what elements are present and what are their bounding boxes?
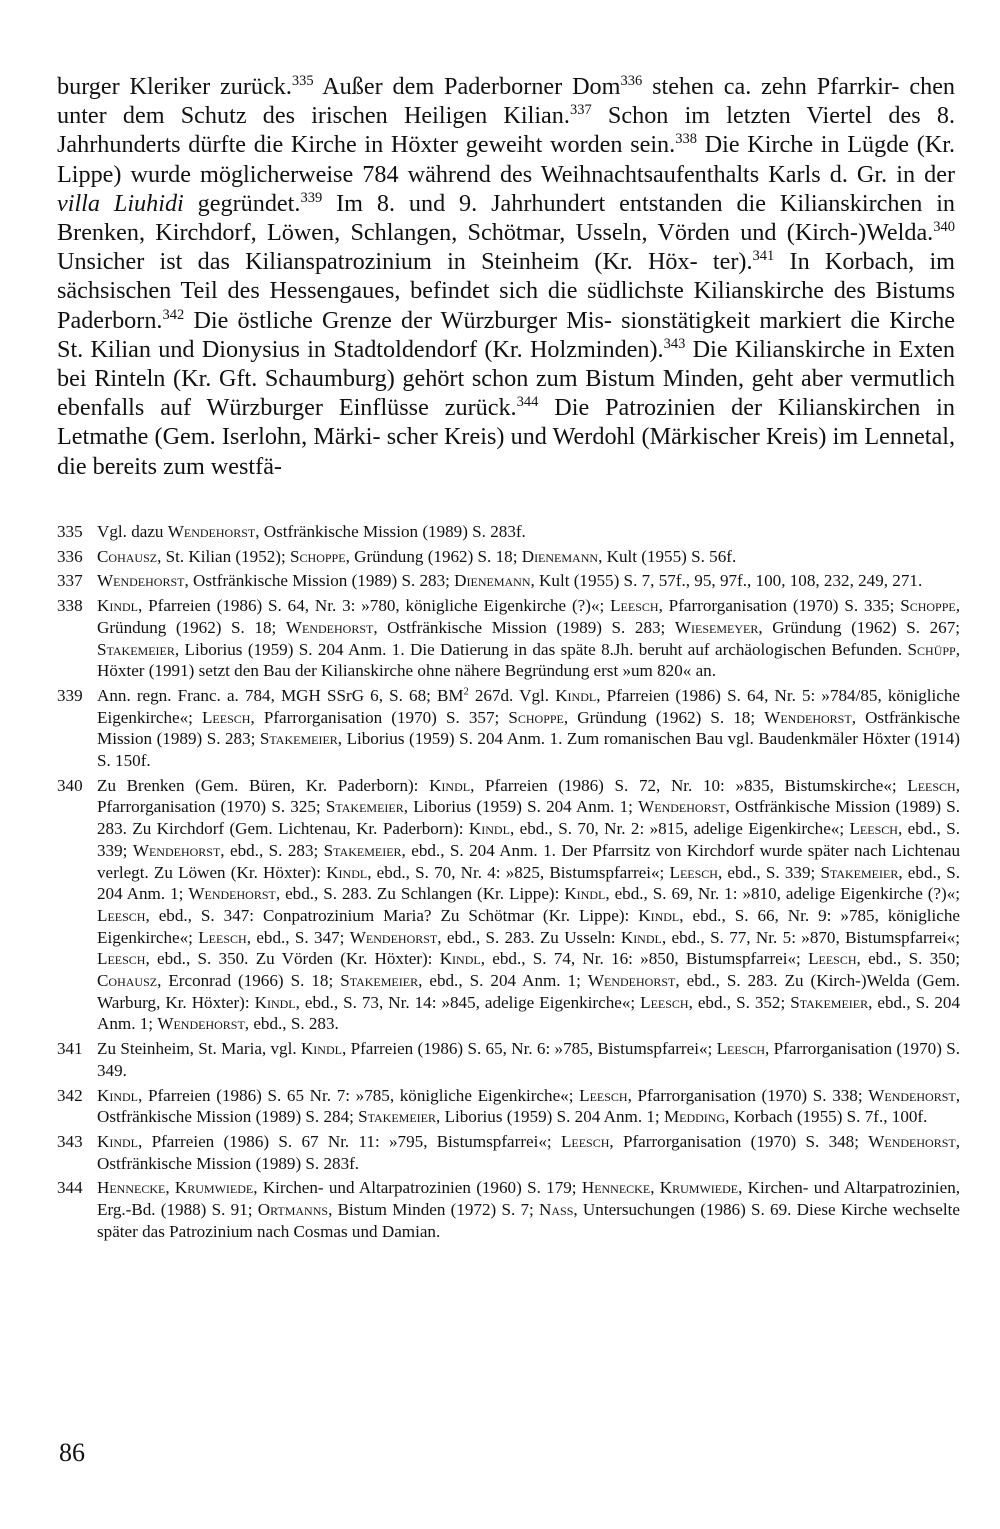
footnote-text	[97, 1038, 960, 1081]
footnote-text	[97, 1085, 960, 1128]
text-segment: , ebd., S. 283;	[220, 840, 324, 860]
text-segment: Zu Steinheim, St. Maria, vgl.	[97, 1039, 301, 1059]
footnote-number: 339	[57, 685, 83, 705]
text-segment: , ebd., S. 74, Nr. 16: »850, Bistumspfarrei«;	[480, 949, 809, 969]
text-segment: , Ostfränkische Mission (1989) S. 283;	[97, 707, 961, 749]
text-segment: , Gründung (1962) S. 18;	[97, 596, 960, 637]
footnote-text	[97, 775, 960, 1035]
author-name: Stakemeier	[325, 797, 404, 817]
footnote-ref: 336	[620, 72, 643, 89]
text-segment: stehen ca. zehn Pfarrkir-	[642, 73, 900, 100]
text-segment: , Pfarreien (1986) S. 64, Nr. 5: »784/85, königliche Eigenkirche«;	[97, 685, 961, 727]
author-name: Kindl	[97, 596, 139, 616]
footnote	[57, 1085, 960, 1128]
text-segment: , Korbach (1955) S. 7f., 100f.	[725, 1107, 928, 1127]
author-name: Kindl	[254, 992, 296, 1012]
footnote-number: 336	[57, 546, 83, 566]
footnote-number: 335	[57, 522, 83, 541]
author-name: Kindl	[555, 685, 597, 705]
author-name: Stakemeier	[790, 992, 869, 1012]
author-name: Kindl	[97, 1085, 139, 1105]
author-name: Schoppe	[508, 707, 564, 727]
footnote-number: 343	[57, 1131, 83, 1151]
text-segment: Die Kilianskirche in Exten bei Rinteln (Kr. Gft. Schaumburg) gehört	[57, 335, 955, 393]
author-name: Kindl	[326, 862, 368, 882]
author-name: Leesch	[97, 949, 146, 969]
author-name: Kindl	[97, 1131, 139, 1151]
footnotes	[57, 521, 960, 1246]
text-segment: chen unter dem Schutz des irischen Heiligen Kilian.	[57, 73, 956, 130]
text-segment: Kilianskirchen in Brenken, Kirchdorf, Löwen, Schlangen, Schötmar, Usseln, Vörden	[57, 189, 956, 247]
author-name: Schoppe	[290, 546, 346, 566]
footnote-ref: 344	[516, 394, 539, 411]
text-segment: scher Kreis) und Werdohl (Märkischer Kreis) im Lennetal, die bereits zum westfä-	[57, 423, 955, 480]
author-name: Leesch	[640, 992, 689, 1012]
footnote-number: 337	[57, 571, 83, 591]
footnote-ref: 338	[675, 131, 697, 148]
text-segment: , ebd., S. 77, Nr. 5: »870, Bistumspfarrei«;	[661, 927, 961, 947]
footnote	[57, 570, 960, 592]
page-number: 86	[59, 1438, 85, 1467]
text-segment: , Erconrad (1966) S. 18;	[157, 971, 341, 991]
footnote-ref: 2	[463, 686, 469, 698]
author-name: Stakemeier	[340, 971, 419, 991]
footnote	[57, 775, 960, 1035]
author-name: Wendehorst	[638, 797, 726, 817]
text-segment: , St. Kilian (1952);	[157, 546, 291, 566]
text-segment: Außer dem Paderborner Dom	[313, 73, 621, 100]
text-segment: , Ostfränkische Mission (1989) S. 283f.	[97, 1131, 961, 1173]
footnote	[57, 1038, 960, 1081]
text-segment: , ebd., S. 73, Nr. 14: »845, adelige Eigenkirche«;	[295, 992, 641, 1012]
author-name: Kindl	[300, 1039, 342, 1059]
text-segment: , Pfarreien (1986) S. 65 Nr. 7: »785, königliche Eigenkirche«;	[138, 1085, 580, 1105]
author-name: Nass	[539, 1200, 574, 1220]
author-name: Wendehorst	[157, 1014, 245, 1034]
text-segment: Die Kirche in	[696, 131, 840, 159]
text-segment: , Pfarrorganisation (1970) S. 335;	[658, 596, 901, 616]
text-segment: Im 8. und 9. Jahrhundert entstanden die	[322, 189, 767, 217]
author-name: Leesch	[610, 596, 659, 616]
author-name: Krumwiede	[174, 1178, 254, 1198]
text-segment: ter).	[712, 248, 753, 276]
footnote-text	[97, 570, 960, 592]
text-segment: , Liborius (1959) S. 204 Anm. 1. Zum romanischen Bau vgl. Baudenkmäler Höxter (1914) S. 150f.	[97, 729, 960, 771]
text-segment: schon zum Bistum Minden, geht aber vermutlich ebenfalls auf Würzburger Einflüsse	[57, 365, 955, 422]
author-name: Wendehorst	[97, 571, 185, 591]
text-segment: , ebd., S. 347: Conpatrozinium Maria? Zu Schötmar (Kr. Lippe):	[145, 905, 639, 925]
text-segment: , Ostfränkische Mission (1989) S. 283;	[184, 571, 455, 591]
author-name: Hennecke	[581, 1178, 651, 1198]
text-segment: , Liborius (1959) S. 204 Anm. 1. Die Datierung in das späte 8.Jh. beruht auf archäologischen Befunden.	[174, 639, 908, 659]
text-segment: Die Patrozinien der Kilianskirchen in Letmathe (Gem. Iserlohn, Märki-	[57, 394, 955, 451]
text-segment: Kilianskirche des Bistums Paderborn.	[57, 277, 955, 334]
footnote	[57, 521, 960, 543]
text-segment: , Pfarreien (1986) S. 72, Nr. 10: »835, Bistumskirche«;	[470, 775, 908, 795]
author-name: Wendehorst	[587, 971, 676, 991]
footnote-ref: 339	[300, 189, 323, 206]
text-segment: , Gründung (1962) S. 18;	[563, 707, 765, 727]
author-name: Wiesemeyer	[674, 617, 759, 637]
author-name: Kindl	[439, 949, 481, 969]
author-name: Leesch	[201, 707, 251, 727]
footnote-ref: 337	[569, 102, 592, 119]
text-segment: sionstätigkeit markiert die Kirche St. Kilian und Dionysius in Stadtoldendorf (Kr.	[57, 306, 955, 363]
footnote	[57, 1177, 960, 1242]
text-segment: , ebd., S. 352;	[688, 992, 791, 1012]
text-segment: Vgl. dazu	[97, 522, 168, 541]
text-segment: , ebd., S. 350;	[856, 949, 961, 969]
text-segment: Die östliche Grenze der Würzburger Mis-	[184, 306, 612, 334]
author-name: Stakemeier	[97, 639, 175, 659]
author-name: Kindl	[468, 819, 510, 839]
text-segment: Holzminden).	[529, 335, 664, 363]
text-segment: , Gründung (1962) S. 18;	[345, 546, 522, 566]
footnote-ref: 335	[291, 72, 314, 89]
footnote-ref: 342	[162, 306, 185, 323]
author-name: Wendehorst	[167, 522, 256, 541]
text-segment: burger Kleriker zurück.	[57, 73, 292, 100]
text-segment: Lügde (Kr. Lippe) wurde möglicherweise 784 während des Weihnachtsaufenthalts	[57, 131, 956, 188]
author-name: Leesch	[579, 1085, 628, 1105]
text-segment: , ebd., S. 350. Zu Vörden (Kr. Höxter):	[145, 949, 440, 969]
text-segment: , Gründung (1962) S. 267;	[758, 617, 961, 637]
author-name: Ortmanns	[257, 1200, 329, 1220]
author-name: Wendehorst	[764, 707, 852, 727]
text-segment: , Pfarrorganisation (1970) S. 349.	[97, 1039, 961, 1080]
author-name: Leesch	[198, 927, 247, 947]
text-segment: , ebd., S. 204 Anm. 1;	[418, 971, 588, 991]
text-segment: , Ostfränkische Mission (1989) S. 284;	[97, 1085, 960, 1127]
footnote-number: 341	[57, 1039, 83, 1059]
text-segment: , Pfarrorganisation (1970) S. 325;	[97, 775, 960, 817]
text-segment: Schon im letzten Viertel des	[591, 102, 921, 130]
text-segment: , ebd., S. 339;	[97, 819, 961, 860]
author-name: Leesch	[669, 862, 718, 882]
footnote-text	[97, 685, 960, 772]
text-segment: , Pfarrorganisation (1970) S. 357;	[250, 707, 509, 727]
footnote-number: 344	[57, 1178, 83, 1198]
footnote-ref: 340	[933, 218, 956, 235]
footnote	[57, 595, 960, 682]
author-name: Dienemann	[521, 546, 599, 566]
text-segment: , Ostfränkische Mission (1989) S. 283;	[373, 617, 675, 637]
text-segment: , ebd., S. 339;	[717, 862, 821, 882]
text-segment: , Kirchen- und Altarpatrozinien (1960) S. 179;	[253, 1178, 582, 1198]
text-segment: , Liborius (1959) S. 204 Anm. 1;	[403, 797, 639, 817]
text-segment: , ebd., S. 69, Nr. 1: »810, adelige Eigenkirche (?)«;	[605, 884, 961, 904]
text-segment: , Kirchen- und Altarpatrozinien, Erg.-Bd. (1988) S. 91;	[97, 1178, 961, 1220]
footnote-ref: 341	[752, 248, 775, 265]
text-segment: , Ostfränkische Mission (1989) S. 283f.	[255, 522, 526, 541]
italic-text: villa Liuhidi	[57, 189, 184, 217]
author-name: Cohausz	[97, 971, 158, 991]
author-name: Wendehorst	[868, 1131, 956, 1151]
footnote-text	[97, 1177, 960, 1242]
text-segment: , ebd., S. 66, Nr. 9: »785, königliche Eigenkirche«;	[97, 905, 960, 947]
author-name: Cohausz	[97, 546, 158, 566]
text-segment: , ebd., S. 204 Anm. 1;	[97, 992, 961, 1034]
text-segment: 8. Jahrhunderts dürfte die Kirche in Höxter geweiht worden sein.	[57, 102, 956, 159]
footnote	[57, 1131, 960, 1174]
text-segment: Ann. regn. Franc. a. 784, MGH SSrG 6, S. 68; BM	[97, 685, 464, 705]
text-segment: , Pfarrorganisation (1970) S. 348;	[609, 1131, 869, 1151]
footnote-ref: 343	[663, 335, 686, 352]
text-segment: , ebd., S. 70, Nr. 2: »815, adelige Eigenkirche«;	[509, 819, 850, 839]
author-name: Leesch	[560, 1131, 610, 1151]
text-segment: In Korbach, im sächsischen Teil des Hessengaues, befindet sich die südlichste	[57, 248, 955, 305]
footnote-text	[97, 521, 960, 543]
text-segment: Unsicher ist das Kilianspatrozinium in Steinheim (Kr. Höx-	[57, 248, 698, 276]
author-name: Krumwiede	[659, 1178, 739, 1198]
author-name: Leesch	[716, 1039, 766, 1059]
text-segment: , Kult (1955) S. 56f.	[598, 546, 737, 566]
text-segment: , ebd., S. 70, Nr. 4: »825, Bistumspfarrei«;	[367, 862, 670, 882]
text-segment: , Pfarrorganisation (1970) S. 338;	[627, 1085, 869, 1105]
author-name: Wendehorst	[188, 884, 276, 904]
text-segment: gegründet.	[183, 189, 301, 217]
footnote-text	[97, 1131, 960, 1174]
main-text	[57, 72, 955, 481]
author-name: Dienemann	[454, 571, 531, 591]
text-segment: Karls d. Gr. in der	[768, 160, 956, 188]
footnote-text	[97, 546, 960, 568]
text-segment: 267d. Vgl.	[468, 685, 556, 705]
author-name: Schoppe	[900, 596, 956, 616]
author-name: Stakemeier	[820, 862, 899, 882]
text-segment: , ebd., S. 283. Zu Usseln:	[437, 927, 621, 947]
footnote	[57, 546, 960, 568]
text-segment: , ebd., S. 204 Anm. 1. Der Pfarrsitz von Kirchdorf wurde später nach Lichtenau verlegt. Zu Löwen (Kr. Höxter):	[97, 840, 961, 882]
text-segment: ,	[165, 1178, 175, 1198]
author-name: Leesch	[808, 949, 857, 969]
author-name: Schüpp	[907, 639, 956, 659]
text-segment: , Pfarreien (1986) S. 65, Nr. 6: »785, Bistumspfarrei«;	[341, 1039, 717, 1059]
text-segment: , Untersuchungen (1986) S. 69. Diese Kirche wechselte später das Patrozinium nach Cosmas und Damian.	[97, 1200, 960, 1241]
footnote-number: 342	[57, 1085, 83, 1105]
footnote-number: 340	[57, 775, 83, 795]
author-name: Leesch	[849, 819, 898, 839]
author-name: Leesch	[907, 775, 956, 795]
footnote	[57, 685, 960, 772]
footnote-text	[97, 595, 960, 682]
text-segment: , Ostfränkische Mission (1989) S. 283. Zu Kirchdorf (Gem. Lichtenau, Kr. Paderborn):	[97, 797, 961, 839]
author-name: Kindl	[429, 775, 471, 795]
text-segment: , Kult (1955) S. 7, 57f., 95, 97f., 100, 108, 232, 249, 271.	[530, 571, 923, 591]
text-segment: , ebd., S. 283. Zu (Kirch-)Welda (Gem. Warburg, Kr. Höxter):	[97, 971, 960, 1012]
footnote-number: 338	[57, 596, 83, 616]
body-paragraph	[57, 72, 955, 481]
author-name: Stakemeier	[358, 1107, 437, 1127]
author-name: Kindl	[620, 927, 662, 947]
text-segment: zurück.	[444, 394, 517, 422]
author-name: Kindl	[638, 905, 680, 925]
text-segment: , Pfarreien (1986) S. 67 Nr. 11: »795, Bistumspfarrei«;	[138, 1131, 561, 1151]
text-segment: , ebd., S. 347;	[246, 927, 350, 947]
author-name: Hennecke	[97, 1178, 166, 1198]
text-segment: , ebd., S. 283. Zu Schlangen (Kr. Lippe):	[275, 884, 565, 904]
author-name: Stakemeier	[323, 840, 402, 860]
text-segment: , Pfarreien (1986) S. 64, Nr. 3: »780, königliche Eigenkirche (?)«;	[138, 596, 611, 616]
author-name: Wendehorst	[349, 927, 438, 947]
author-name: Stakemeier	[259, 729, 338, 749]
author-name: Wendehorst	[132, 840, 221, 860]
text-segment: ,	[650, 1178, 660, 1198]
text-segment: Zu Brenken (Gem. Büren, Kr. Paderborn):	[97, 775, 430, 795]
text-segment: , Bistum Minden (1972) S. 7;	[328, 1200, 540, 1220]
text-segment: , ebd., S. 283.	[244, 1014, 339, 1034]
author-name: Leesch	[97, 905, 146, 925]
author-name: Wendehorst	[868, 1085, 956, 1105]
text-segment: , Höxter (1991) setzt den Bau der Kilianskirche ohne nähere Begründung erst »um 820« an.	[97, 639, 960, 681]
author-name: Kindl	[564, 884, 606, 904]
text-segment: und (Kirch-)Welda.	[740, 219, 934, 247]
text-segment: , ebd., S. 204 Anm. 1;	[97, 862, 961, 904]
text-segment: , Liborius (1959) S. 204 Anm. 1;	[436, 1107, 664, 1127]
author-name: Medding	[663, 1107, 726, 1127]
author-name: Wendehorst	[285, 617, 374, 637]
